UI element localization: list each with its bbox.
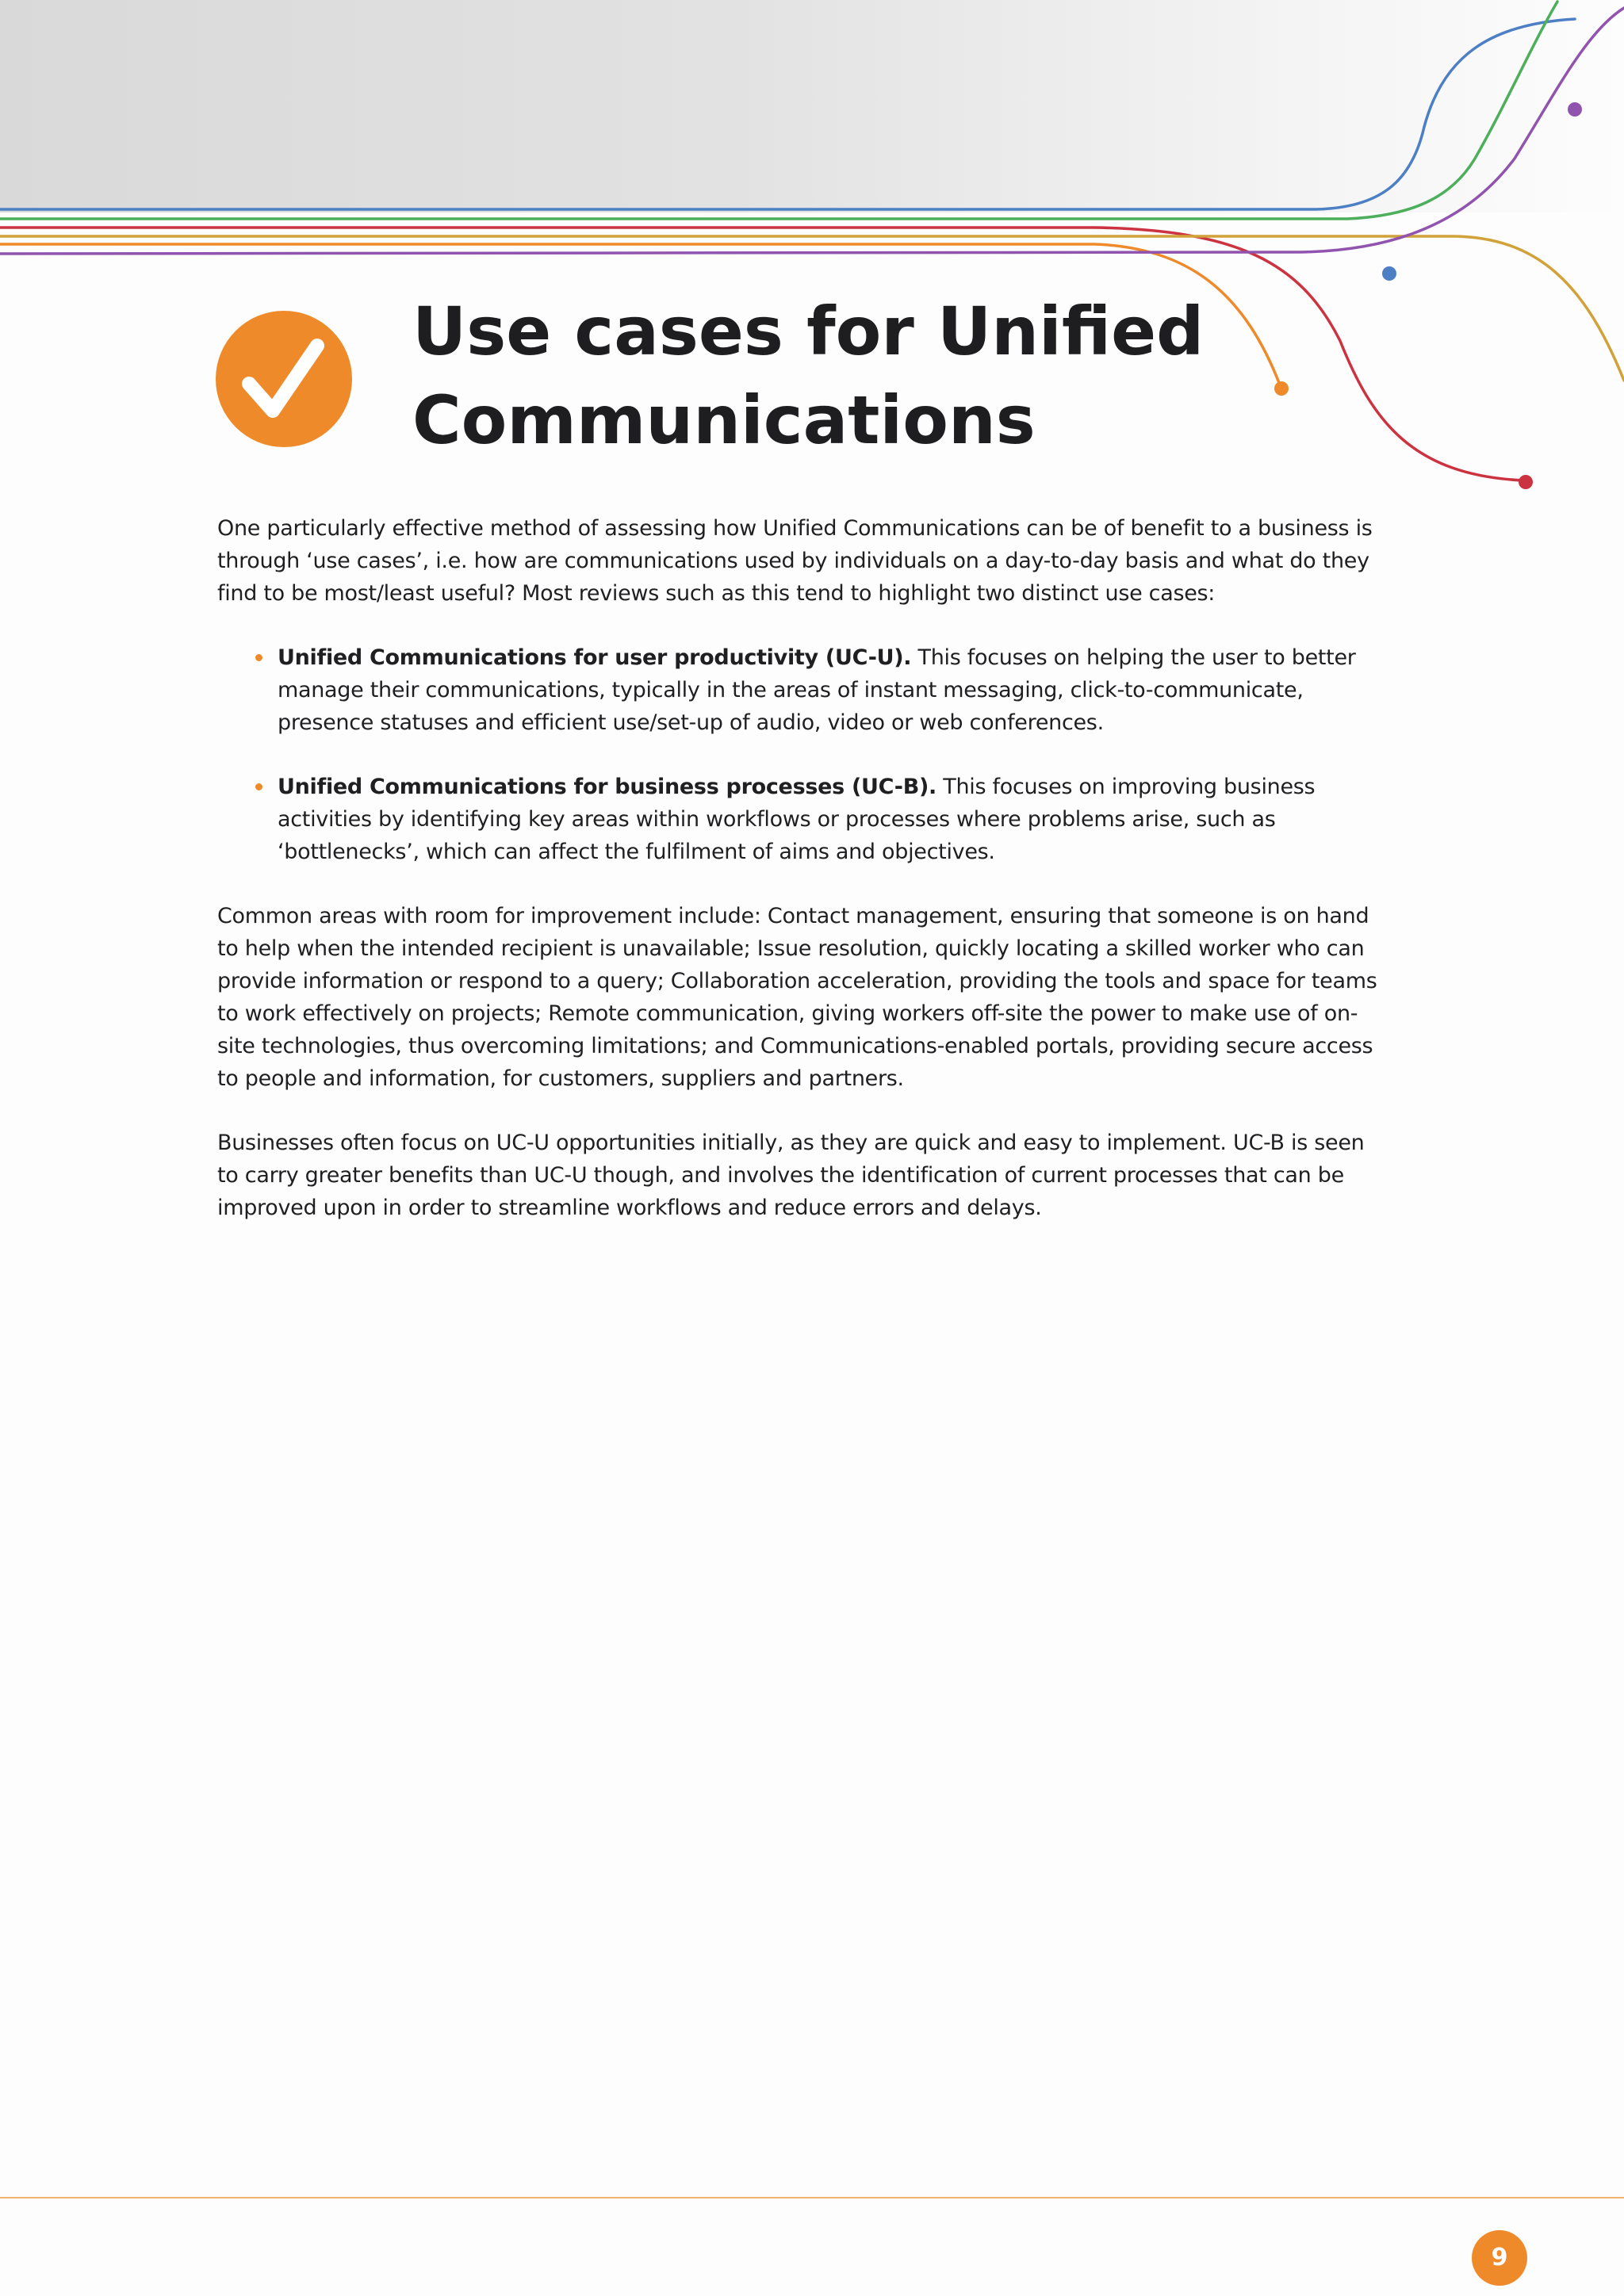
article-body — [217, 512, 1391, 1256]
list-item-text: This focuses on improving business activities by identifying key areas within workflows or processes where problems arise, such as ‘bottlenecks’, which can affect the fulfilment of aims and objectives. — [278, 775, 1316, 864]
dot-purple — [1568, 102, 1582, 117]
list-item — [278, 771, 1391, 868]
line-green — [0, 2, 1557, 219]
page-title-line-2: Communications — [412, 381, 1036, 459]
page-title-line-1: Use cases for Unified — [412, 293, 1205, 370]
dot-blue — [1382, 266, 1396, 281]
page-number-badge: 9 — [1472, 2230, 1527, 2286]
line-blue — [0, 19, 1575, 209]
footer-divider — [0, 2197, 1624, 2198]
list-item-lead: Unified Communications for user productivity (UC-U). — [278, 645, 912, 670]
list-item-text: This focuses on helping the user to better manage their communications, typically in the areas of instant messaging, click-to-communicate, presence statuses and efficient use/set-up of audio, video or web conferences. — [278, 645, 1356, 735]
bullet-icon — [255, 783, 262, 790]
dot-orange — [1274, 381, 1289, 396]
list-item — [278, 641, 1391, 739]
improvement-areas-paragraph: Common areas with room for improvement include: Contact management, ensuring that someone is on hand to help when the intended recipient is unavailable; Issue resolution, quickly locating a skilled worker who can provide information or respond to a query; Collaboration acceleration, providing the tools and space for teams to work effectively on projects; Remote communication, giving workers off-site the power to make use of on-site technologies, thus overcoming limitations; and Communications-enabled portals, providing secure access to people and information, for customers, suppliers and partners. — [217, 904, 1377, 1091]
page-title — [412, 287, 1205, 465]
dot-red — [1519, 475, 1533, 489]
intro-paragraph: One particularly effective method of assessing how Unified Communications can be of benefit to a business is through ‘use cases’, i.e. how are communications used by individuals on a day-to-day basis and what do they find to be most/least useful? Most reviews such as this tend to highlight two distinct use cases: — [217, 516, 1373, 606]
list-item-lead: Unified Communications for business processes (UC-B). — [278, 775, 936, 799]
closing-paragraph: Businesses often focus on UC-U opportunities initially, as they are quick and easy to implement. UC-B is seen to carry greater benefits than UC-U though, and involves the identification of current processes that can be improved upon in order to streamline workflows and reduce errors and delays. — [217, 1131, 1365, 1220]
bullet-icon — [255, 654, 262, 661]
checkmark-icon — [216, 311, 352, 447]
use-case-list — [217, 641, 1391, 868]
